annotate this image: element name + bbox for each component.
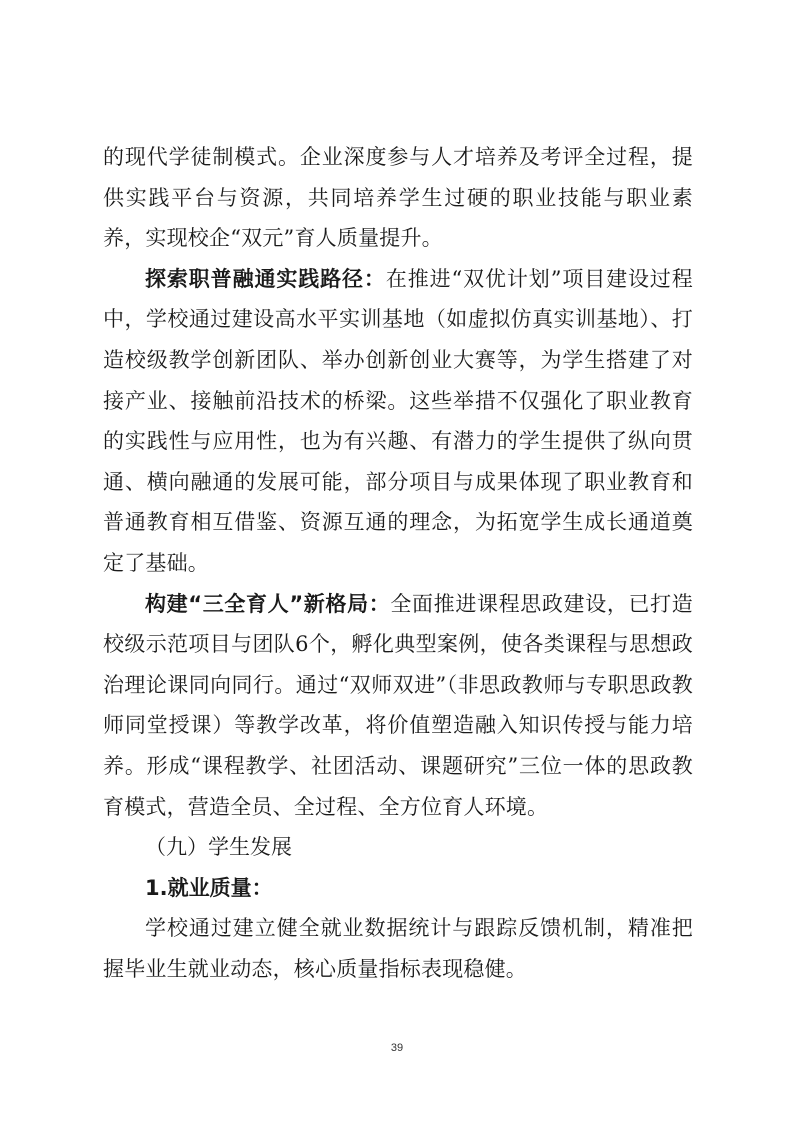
paragraph-text: 在推进“双优计划”项目建设过程中，学校通过建设高水平实训基地（如虚拟仿真实训基地）、打造校级教学创新团队、举办创新创业大赛等，为学生搭建了对接产业、接触前沿技术的桥梁。这些举措不仅强化了职业教育的实践性与应用性，也为有兴趣、有潜力的学生提供了纵向贯通、横向融通的发展可能，部分项目与成果体现了职业教育和普通教育相互借鉴、资源互通的理念，为拓宽学生成长通道奠定了基础。 bbox=[103, 266, 693, 575]
section-heading: （九）学生发展 bbox=[145, 835, 292, 860]
paragraph-three-all-education bbox=[103, 584, 693, 828]
paragraph-continuation bbox=[103, 137, 693, 259]
subsection-heading: 1.就业质量： bbox=[145, 875, 273, 900]
paragraph-text: 的现代学徒制模式。企业深度参与人才培养及考评全过程，提供实践平台与资源，共同培养学生过硬的职业技能与职业素养，实现校企“双元”育人质量提升。 bbox=[103, 145, 693, 251]
paragraph-lead: 探索职普融通实践路径： bbox=[145, 266, 386, 291]
paragraph-text: 全面推进课程思政建设，已打造校级示范项目与团队6个，孵化典型案例，使各类课程与思想政治理论课同向同行。通过“双师双进”（非思政教师与专职思政教师同堂授课）等教学改革，将价值塑造融入知识传授与能力培养。形成“课程教学、社团活动、课题研究”三位一体的思政教育模式，营造全员、全过程、全方位育人环境。 bbox=[103, 591, 693, 819]
page-number: 39 bbox=[390, 1042, 404, 1054]
paragraph-vocational-integration bbox=[103, 259, 693, 584]
paragraph-lead: 构建“三全育人”新格局： bbox=[145, 591, 391, 616]
paragraph-employment: 学校通过建立健全就业数据统计与跟踪反馈机制，精准把握毕业生就业动态，核心质量指标表现稳健。 bbox=[103, 916, 693, 981]
document-body bbox=[103, 137, 693, 989]
